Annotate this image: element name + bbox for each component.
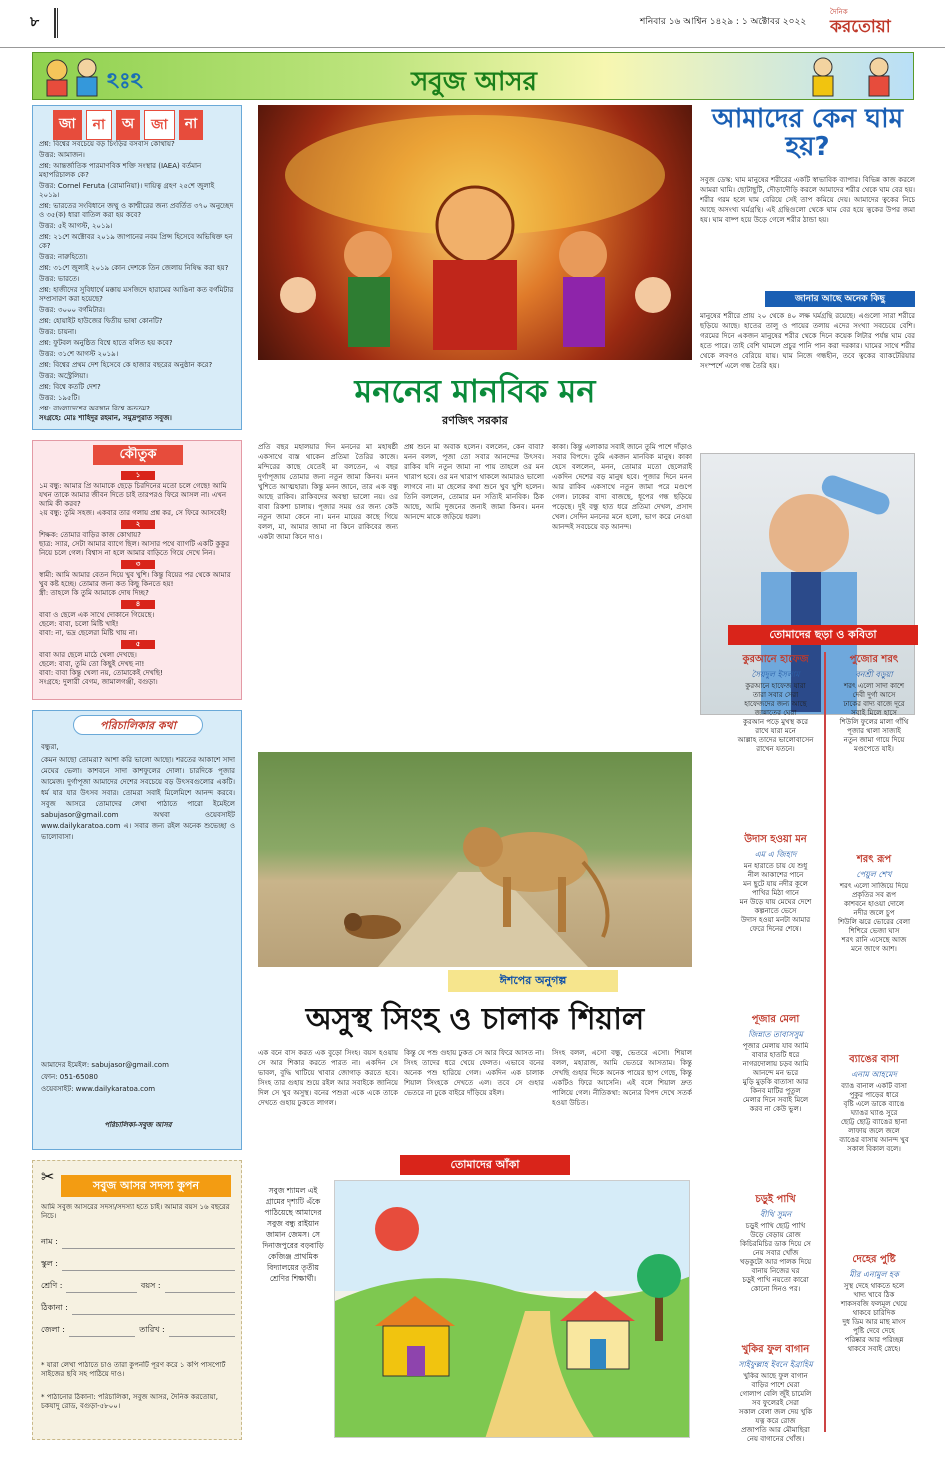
joke-number: ১ bbox=[121, 471, 155, 480]
sweat-subhead: জানার আছে অনেক কিছু bbox=[765, 291, 915, 307]
coupon-address-note: * পাঠানোর ঠিকানা: পরিচালিকা, সবুজ আসর, দৈনিক করতোয়া, চকযাদু রোড, বগুড়া-৫৮০০। bbox=[41, 1393, 218, 1410]
logo-prefix: দৈনিক bbox=[830, 8, 848, 16]
qa-line: উত্তর: Cornel Feruta (রোমানিয়া)। দায়িত্ব গ্রহণ ২৫শে জুলাই ২০১৯। bbox=[39, 182, 215, 199]
coupon-field-label: জেলা : bbox=[41, 1325, 65, 1334]
story-col-3: সিংহ বলল, এসো বন্ধু, ভেতরে এসো। শিয়াল বলল, মহারাজ, আমি ভেতরে আসতাম। কিন্তু দেখছি গুহার দিকে অনেক পায়ের ছাপ গেছে, কিন্তু একটিও ফিরে আসেনি। এই বলে শিয়াল দ্রুত পালিয়ে গেল। নীতিকথা: অন্যের বিপদ দেখে সতর্ক হওয়া উচিত। bbox=[552, 1049, 692, 1107]
poem-author: বনশ্রী বড়ুয়া bbox=[855, 670, 893, 679]
qa-line: প্রশ্ন: বিশ্বের সবচেয়ে বড় চিংড়ির বসবাস কোথায়? bbox=[39, 140, 175, 148]
jana-compiler: সংগ্রহে: মোঃ শাহিদুর রহমান, সমুদ্রপুরাত সবুজ। bbox=[39, 414, 172, 422]
poems-column-right bbox=[828, 652, 920, 1442]
page-header bbox=[0, 0, 945, 48]
qa-line: প্রশ্ন: ২১শে অক্টোবর ২০১৯ জাপানের নবম প্রিন্স হিসেবে অভিষিক্ত হন কে? bbox=[39, 233, 233, 250]
poem-body: শরৎ এলো সাদা কাশে দেবী দুর্গা আসে ঢাকের বাদ্য বাজে দূরে সবাই মিলে হাসে শিউলি ফুলের মালা গাঁথি পূজার থালা সাজাই নতুন জামা গায়ে দিয়ে মণ্ডপেতে যাই। bbox=[839, 682, 909, 753]
title-tile: জা bbox=[53, 110, 82, 140]
qa-line: প্রশ্ন: হোয়াইট হাউজের দ্বিতীয় ভাষা কোনটি? bbox=[39, 317, 163, 325]
village-drawing-icon bbox=[335, 1181, 690, 1438]
coupon-field-label: স্কুল : bbox=[41, 1259, 58, 1268]
qa-line: প্রশ্ন: বাংলাদেশের অবস্থান বিশ্বে কততম? bbox=[39, 405, 150, 410]
poem-title: দেহের পুষ্টি bbox=[852, 1254, 896, 1265]
title-tile: না bbox=[179, 110, 203, 140]
poem-title: পুজোর শরৎ bbox=[849, 654, 899, 665]
parichalika-greeting: বন্ধুরা, bbox=[41, 743, 59, 751]
jana-ajana-title bbox=[53, 110, 203, 140]
durga-idol-icon bbox=[258, 105, 692, 360]
page-number: ৮ bbox=[30, 14, 40, 30]
poem-body: শরৎ এলো সাজিয়ে দিয়ে প্রকৃতির সব রূপ কাশবনে হাওয়া দোলে নদীর জলে চুপ শিউলি ঝরে ভোরের বেলা শিশিরে ভেজা ঘাস শরৎ রানি এসেছে আজ মনে জাগে আশ। bbox=[837, 882, 911, 953]
main-story-col-2: প্রশ্ন শুনে মা অবাক হলেন। বললেন, কেন বাবা? মনন বলল, পূজা তো সবার আনন্দের উৎসব। রাকিব যদি নতুন জামা না পায় তাহলে ওর মন খারাপ হবে। ওর মন খারাপ থাকলে আমারও ভালো লাগবে না। মা ছেলের কথা শুনে খুব খুশি হলেন। তিনি বললেন, তোমার মন সত্যিই মানবিক। ঠিক আছে, আমি দুজনের জন্যই জামা কিনব। মনন আনন্দে মাকে জড়িয়ে ধরল। bbox=[404, 443, 544, 521]
parichalika-phone: ফোন: 051-65080 bbox=[41, 1073, 98, 1081]
poem-body: মন হারাতে চায় যে শুধু নীল আকাশের পানে মন ছুটে যায় নদীর কূলে পাখির মিঠা গানে মন উড়ে যায় মেঘের দেশে কল্পনাতে ভেসে উদাস হওয়া মনটা আমার ফেরে দিনের শেষে। bbox=[739, 862, 812, 933]
name-input[interactable] bbox=[62, 1236, 235, 1249]
coupon-field-label: ঠিকানা : bbox=[41, 1303, 68, 1312]
qa-line: প্রশ্ন: ফুটবল অনুষ্ঠিত বিশ্বে হাতে বলিত হয় কবে? bbox=[39, 339, 173, 347]
poems-section-title: তোমাদের ছড়া ও কবিতা bbox=[728, 625, 918, 645]
joke-text: স্বামী: আমি আমার বেতন দিয়ে খুব খুশি। কিন্তু বিয়ের পর থেকে আমার খুব কষ্ট হচ্ছে। তোমার জন্য কত কিছু কিনতে হয়! স্ত্রী: তাহলে কি তুমি আমাকে দোষ দিচ্ছ? bbox=[39, 571, 231, 597]
joke-number: ২ bbox=[121, 520, 155, 529]
coupon-field-label: তারিখ : bbox=[139, 1325, 165, 1334]
poems-divider bbox=[824, 652, 826, 1432]
poem-title: উদাস হওয়া মন bbox=[744, 834, 807, 845]
durga-idol-photo bbox=[258, 105, 692, 360]
qa-line: উত্তর: নারুহিতো। bbox=[39, 253, 88, 261]
coupon-form bbox=[41, 1227, 235, 1337]
poem-author: বীথি সুমন bbox=[759, 1210, 792, 1219]
poem-title: পূজার মেলা bbox=[751, 1014, 800, 1025]
joke-text: শিক্ষক: তোমার বাড়ির কাজ কোথায়? ছাত্র: স্যার, সেটা আমার ব্যাগে ছিল। আসার পথে ব্যাগটি একটি কুকুর নিয়ে চলে গেল। বিশ্বাস না হলে আমার বাড়িতে গিয়ে দেখে নিন। bbox=[39, 531, 230, 557]
joke-number: ৩ bbox=[121, 560, 155, 569]
qa-line: উত্তর: ৩১শে আগস্ট ২০১৯। bbox=[39, 350, 119, 358]
section-banner bbox=[32, 52, 914, 100]
kids-cartoon-icon bbox=[793, 55, 911, 99]
parichalika-web: ওয়েবসাইট: www.dailykaratoa.com bbox=[41, 1085, 156, 1093]
poem-body: চড়ুই পাখি ছোট্ট পাখি উড়ে বেড়ায় রোজ কিচিরমিচির ডাক দিয়ে সে নেয় সবার খোঁজ খড়কুটো আর পালক দিয়ে বানায় নিজের ঘর চড়ুই পাখি নয়তো কারো কোনো দিনও পর। bbox=[739, 1222, 812, 1293]
qa-line: উত্তর: চায়না। bbox=[39, 328, 77, 336]
joke-number: ৫ bbox=[121, 640, 155, 649]
qa-line: উত্তর: ভারতে। bbox=[39, 275, 80, 283]
parichalika-signature: পরিচালিকা-সবুজ আসর bbox=[104, 1121, 172, 1129]
school-input[interactable] bbox=[62, 1258, 235, 1271]
coupon-field-label: নাম : bbox=[41, 1237, 58, 1246]
address-input[interactable] bbox=[72, 1302, 235, 1315]
main-story-headline: মননের মানবিক মন bbox=[354, 372, 596, 410]
poem-author: পেয়ুল শেখ bbox=[856, 870, 892, 879]
coupon-note: * যারা লেখা পাঠাতে চাও তারা কুপনটি পূরণ করে ১ কপি পাসপোর্ট সাইজের ছবি সহ পাঠিয়ে দাও। bbox=[41, 1361, 226, 1378]
poem-author: এম এ জিহাদ bbox=[754, 850, 797, 859]
class-input[interactable] bbox=[66, 1280, 136, 1293]
qa-line: উত্তর: ৩০০০ বর্গমিটার। bbox=[39, 306, 105, 314]
newspaper-logo bbox=[830, 6, 920, 40]
date-input[interactable] bbox=[169, 1324, 235, 1337]
sweat-body-2: মানুষের শরীরে প্রায় ২০ থেকে ৪০ লক্ষ ঘর্মগ্রন্থি রয়েছে। এগুলো সারা শরীরে ছড়িয়ে আছে। হাতের তালু ও পায়ের তলায় এদের সংখ্যা সবচেয়ে বেশি। গরমের দিনে একজন মানুষের শরীর থেকে দিনে কয়েক লিটার পর্যন্ত ঘাম বের হতে পারে। তাই বেশি ঘামলে প্রচুর পানি পান করা দরকার। ঘামের সাথে শরীর থেকে লবণও বেরিয়ে যায়। ঘাম নিজে গন্ধহীন, তবে ত্বকের ব্যাকটেরিয়ার সংস্পর্শে এলে গন্ধ তৈরি হয়। bbox=[700, 312, 915, 370]
section-title: সবুজ আসর bbox=[411, 67, 537, 97]
qa-line: প্রশ্ন: হাজীদের সুবিধার্থে মক্কায় মসজিদে হারামের আঙিনা কত বর্গমিটার সম্প্রসারণ করা হয়েছে? bbox=[39, 286, 234, 303]
coupon-intro: আমি সবুজ আসরের সদস্য/সদস্যা হতে চাই। আমার বয়স ১৬ বছরের নিচে। bbox=[41, 1203, 230, 1220]
coupon-field-label: শ্রেণি : bbox=[41, 1281, 63, 1290]
poem-body: ব্যাঙ বানাল একটি বাসা পুকুর পাড়ের ধারে বৃষ্টি এলে ডাকে ব্যাঙে ঘ্যাঙর ঘ্যাঙ সুরে ছোট্ট ছোট্ট ব্যাঙের ছানা লাফায় জলে জলে ব্যাঙের বাসায় আনন্দ খুব সকাল বিকাল বলে। bbox=[839, 1082, 909, 1153]
qa-line: প্রশ্ন: আন্তর্জাতিক পারমাণবিক শক্তি সংস্থার (IAEA) বর্তমান মহাপরিচালক কে? bbox=[39, 162, 202, 179]
main-story-author: রণজিৎ সরকার bbox=[442, 414, 508, 427]
lion-and-fox-icon bbox=[258, 752, 692, 967]
title-tile: অ bbox=[116, 110, 140, 140]
main-story-header bbox=[258, 366, 692, 436]
qa-line: উত্তর: আমাজন। bbox=[39, 151, 85, 159]
poem-author: এনাম আহমেদ bbox=[851, 1070, 897, 1079]
membership-coupon bbox=[32, 1160, 242, 1440]
sweat-headline: আমাদের কেন ঘাম হয়? bbox=[711, 104, 904, 162]
jana-ajana-box bbox=[32, 105, 242, 430]
qa-line: উত্তর: ৫ই আগস্ট, ২০১৯। bbox=[39, 222, 113, 230]
poem-author: মীর এনামুল হক bbox=[849, 1270, 899, 1279]
koutuk-title: কৌতুক bbox=[93, 445, 183, 465]
poem-author: সৈয়দুল ইসলাম bbox=[751, 670, 800, 679]
koutuk-box bbox=[32, 440, 242, 700]
coupon-field-label: বয়স : bbox=[140, 1281, 161, 1290]
poem-title: খুকির ফুল বাগান bbox=[741, 1344, 810, 1355]
drawing-caption: সবুজ শ্যামল এই গ্রামের দৃশ্যটি এঁকে পাঠিয়েছে আমাদের সবুজ বন্ধু রাইয়ান জামান জেমস। সে দিনাজপুরের বড়বাড়ি কেজিঞ্জ প্রাথমিক বিদ্যালয়ের তৃতীয় শ্রেণির শিক্ষার্থী। bbox=[262, 1186, 324, 1283]
poem-body: পূজার মেলায় যাব আমি বাবার হাতটি ধরে নাগরদোলায় চড়ব আমি আনন্দে মন ভরে মুড়ি মুড়কি বাতাসা আর কিনব মাটির পুতুল মেলার দিনে সবাই মিলে করব না কেউ ভুল। bbox=[742, 1042, 809, 1113]
qa-line: প্রশ্ন: বিশ্বে কতটি দেশ? bbox=[39, 383, 101, 391]
story-kicker: ঈশপের অনুগল্প bbox=[448, 970, 618, 992]
poem-title: চড়ুই পাখি bbox=[755, 1194, 796, 1205]
jana-ajana-list bbox=[39, 140, 237, 410]
joke-text: বাবা ও ছেলে এক সাথে দোকানে গিয়েছে। ছেলে: বাবা, চলো মিষ্টি খাই! বাবা: না, ভদ্র ছেলেরা মিষ্টি খায় না। bbox=[39, 611, 155, 637]
qa-line: উত্তর: অস্ট্রেলিয়া। bbox=[39, 372, 88, 380]
qa-line: উত্তর: ১৯৫টি। bbox=[39, 394, 80, 402]
parichalika-body: কেমন আছো তোমরা? আশা করি ভালো আছো। শরতের আকাশে সাদা মেঘের ভেলা। কাশবনে সাদা কাশফুলের দোলা। চারদিকে পূজার আমেজ। দুর্গাপূজা আমাদের দেশের সবচেয়ে বড় উৎসবগুলোর একটি। ধর্ম যার যার উৎসব সবার। তোমরা সবাই মিলেমিশে আনন্দ করবে। সবুজ আসরে তোমাদের লেখা পাঠাতে পারো ইমেইলে sabujasor@gmail.com অথবা ওয়েবসাইট www.dailykaratoa.com এ। সবার জন্য রইল অনেক শুভেচ্ছা ও ভালোবাসা। bbox=[41, 756, 235, 841]
joke-text: বাবা আর ছেলে মাঠে খেলা দেখছে। ছেলে: বাবা, তুমি তো কিছুই দেখছ না! বাবা: বাবা কিন্তু খেলা নয়, তোমাকেই দেখছি! সংগ্রহে: দুলারী বেগম, জামালগঞ্জী, বগুড়া। bbox=[39, 651, 163, 686]
qa-line: প্রশ্ন: ৩১শে জুলাই ২০১৯ কোন দেশকে তিন জেলায় নিষিদ্ধ করা হয়? bbox=[39, 264, 229, 272]
child-drawing bbox=[334, 1180, 690, 1438]
poem-body: সুস্থ দেহে থাকতে হলে খাদ্য খাবে ঠিক শাকসবজি ফলমূল খেয়ে থাকবে চারিদিক দুধ ডিম আর মাছ মাংস পুষ্টি দেবে দেহে পরিষ্কার আর পরিচ্ছন্ন থাকবে সবাই স্নেহে। bbox=[840, 1282, 908, 1353]
qa-line: প্রশ্ন: বিশ্বের প্রথম দেশ হিসেবে কে হাজার বছরের অনুষ্ঠান করে? bbox=[39, 361, 213, 369]
main-story-col-1: প্রতি বছর মহালয়ার দিন মননের মা মহাষষ্ঠী একসাথে ব্যস্ত থাকেন প্রতিমা তৈরির কাজে। মন্দিরের কাছে যেতেই মা বলতেন, এ বছর দুর্গাপূজায় তোমার জন্য নতুন জামা কিনব। মনন খুশিতে আত্মহারা। কিন্তু মনন জানে, তার এক বন্ধু আছে রাকিব। রাকিবদের অবস্থা ভালো নয়। ওর বাবা রিকশা চালায়। পূজার সময় ওর জন্য কেউ নতুন জামা কেনে না। মনন মায়ের কাছে গিয়ে বলল, মা, আমার জামা না কিনে রাকিবের জন্য একটা জামা কিনে দাও। bbox=[258, 443, 398, 541]
qa-line: প্রশ্ন: ভারতের সংবিধানে জম্মু ও কাশ্মীরের জন্য প্রবর্তিত ৩৭০ অনুচ্ছেদ ও ৩৫(ক) ধারা বাতিল করা হয় কবে? bbox=[39, 202, 234, 219]
logo-text: করতোয়া bbox=[830, 17, 891, 37]
scissors-icon: ✂ bbox=[41, 1167, 55, 1186]
main-story-col-3: কাকা। কিন্তু এলাকার সবাই জানে তুমি পাশে দাঁড়াও সবার বিপদে। তুমি একজন মানবিক মানুষ। কাকা হেসে বললেন, মনন, তোমার মতো ছেলেরাই একদিন দেশের বড় মানুষ হবে। পূজার দিনে মনন আর রাকিব একসাথে নতুন জামা পরে মণ্ডপে গেল। ঢাকের বাদ্য বাজছে, ধূপের গন্ধ ছড়িয়ে পড়েছে। দুই বন্ধু হাত ধরে প্রতিমা দেখল, প্রসাদ খেল। সেদিন মননের মনে হলো, ভাগ করে নেওয়া আনন্দই সবচেয়ে বড় আনন্দ। bbox=[552, 443, 692, 531]
poem-title: ব্যাঙের বাসা bbox=[849, 1054, 899, 1065]
joke-number: ৪ bbox=[121, 600, 155, 609]
poem-title: শরৎ রূপ bbox=[856, 854, 892, 865]
svg-text:ঽঃঽ: ঽঃঽ bbox=[107, 69, 143, 94]
dateline: শনিবার ১৬ আশ্বিন ১৪২৯ : ১ অক্টোবর ২০২২ bbox=[640, 17, 807, 27]
parichalika-email: আমাদের ইমেইল: sabujasor@gmail.com bbox=[41, 1061, 169, 1069]
story-col-2: কিন্তু যে পশু গুহায় ঢুকত সে আর ফিরে আসত না। সিংহ তাদের ধরে খেয়ে ফেলত। এভাবে বনের অনেক পশু হারিয়ে গেল। একদিন এক চালাক শিয়াল সিংহকে দেখতে এল। তবে সে গুহার ভেতরে না ঢুকে বাইরে দাঁড়িয়ে রইল। bbox=[404, 1049, 544, 1097]
district-input[interactable] bbox=[69, 1324, 135, 1337]
parichalika-box bbox=[32, 710, 242, 1150]
poem-author: জিন্নাত তাবাসসুম bbox=[748, 1030, 803, 1039]
drawing-section-title: তোমাদের আঁকা bbox=[400, 1155, 570, 1175]
age-input[interactable] bbox=[165, 1280, 235, 1293]
header-divider bbox=[54, 8, 58, 38]
story-headline: অসুস্থ সিংহ ও চালাক শিয়াল bbox=[305, 1002, 645, 1037]
poems-column-left bbox=[728, 652, 823, 1442]
joke-text: ১ম বন্ধু: আমার প্রি আমাকে ছেড়ে চিরদিনের মতো চলে গেছে! আমি যখন তাকে আমার জীবন দিতে চাই তারপরও ফিরে আসল না। এখন আমি কী করব? ২য় বন্ধু: তুমি সহজ। একবার তার গলায় প্রশ্ন কর, সে ফিরে আসবেই! bbox=[39, 482, 228, 517]
koutuk-list bbox=[39, 471, 237, 697]
poem-title: কুরআনে হাফেজ bbox=[742, 654, 809, 665]
parichalika-title: পরিচালিকার কথা bbox=[73, 715, 203, 735]
title-tile: না bbox=[86, 110, 112, 140]
lion-fox-photo bbox=[258, 752, 692, 967]
coupon-title: সবুজ আসর সদস্য কুপন bbox=[61, 1175, 231, 1197]
poem-body: কুরআনে হাফেজ যারা তারা সবার সেরা হাফেজদের জন্য আছে জান্নাতের ঘেরা কুরআন পড়ে মুখস্থ করে রাখে যারা মনে আল্লাহ তাদের ভালোবাসেন রাখেন যতনে। bbox=[737, 682, 814, 753]
poem-author: সাইফুল্লাহ ইবনে ইব্রাহিম bbox=[738, 1360, 813, 1369]
poem-body: খুকির আছে ফুল বাগান বাড়ির পাশে ঘেরা গোলাপ বেলি জুঁই চামেলি সব ফুলেরই সেরা সকাল বেলা জল দেয় খুকি যত্ন করে রোজ প্রজাপতি আর মৌমাছিরা নেয় বাগানের খোঁজ। bbox=[738, 1372, 813, 1443]
story-col-1: এক বনে বাস করত এক বুড়ো সিংহ। বয়স হওয়ায় সে আর শিকার করতে পারত না। একদিন সে ভাবল, বুদ্ধি খাটিয়ে খাবার জোগাড় করতে হবে। সিংহ তার গুহায় শুয়ে রইল আর সবাইকে জানিয়ে দিল সে খুব অসুস্থ। বনের পশুরা একে একে তাকে দেখতে গুহায় ঢুকতে লাগল। bbox=[258, 1049, 398, 1107]
sweat-article bbox=[700, 105, 915, 745]
sweat-body: সবুজ ডেস্ক: ঘাম মানুষের শরীরের একটি স্বাভাবিক ব্যাপার। বিভিন্ন কাজ করলে আমরা ঘামি। ছোটাছুটি, দৌড়াদৌড়ি করলে আমাদের শরীর থেকে ঘাম বের হয়। শরীর গরম হলে ঘাম বেরিয়ে সেই তাপ কমিয়ে দেয়। আমাদের ত্বকের নিচে আছে অসংখ্য ঘর্মগ্রন্থি। এই গ্রন্থিগুলো থেকে ঘাম বের হয়ে ত্বকের উপর জমা হয়। ঘাম বাষ্প হয়ে উড়ে গেলে শরীর ঠান্ডা হয়। bbox=[700, 176, 915, 224]
title-tile: জা bbox=[144, 110, 175, 140]
